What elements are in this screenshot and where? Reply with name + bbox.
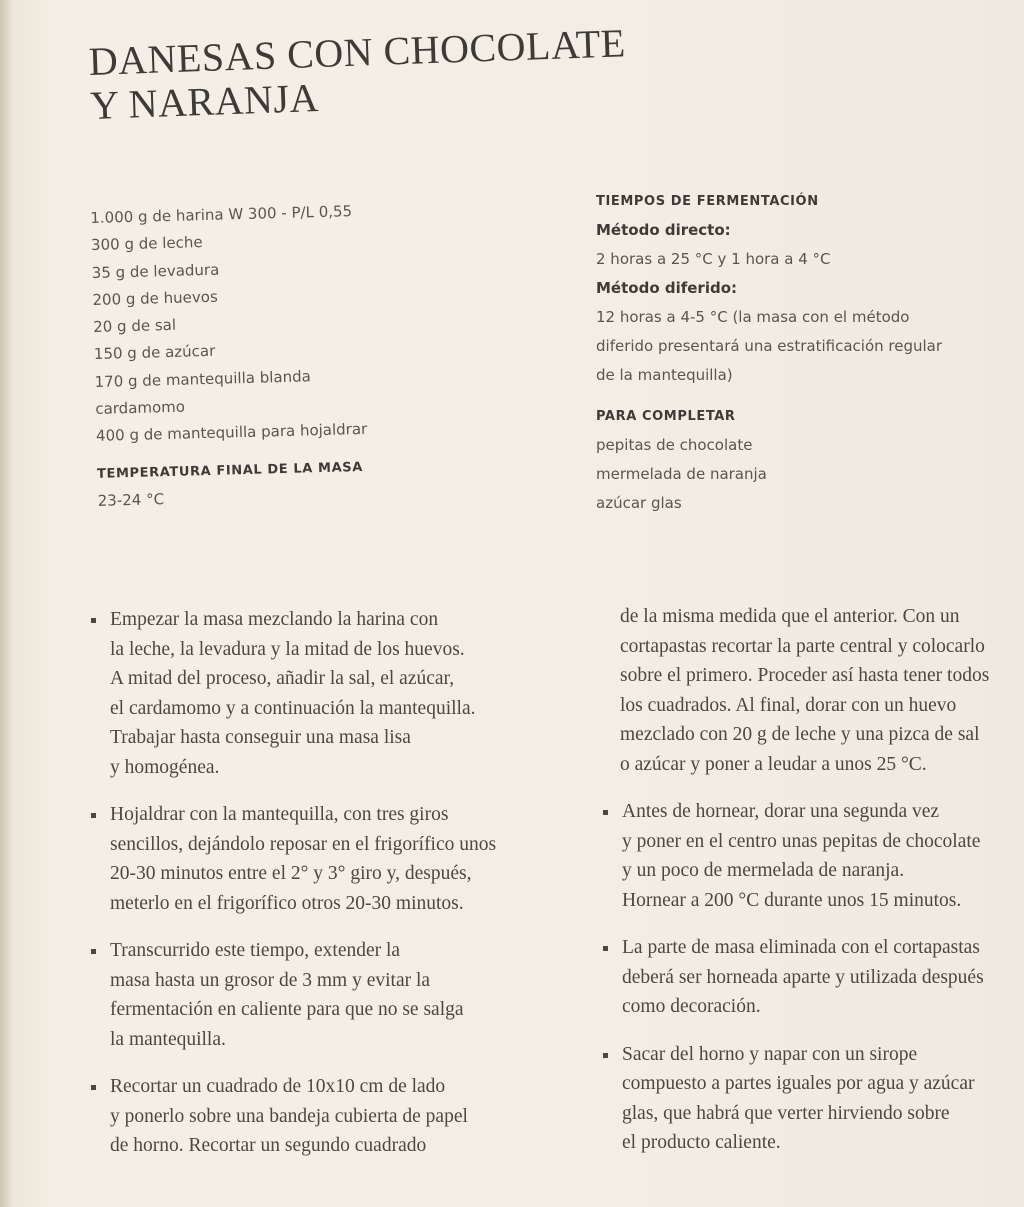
ingredient-item: 150 g de azúcar	[93, 342, 216, 364]
step-line: Empezar la masa mezclando la harina con	[110, 609, 439, 630]
step-item	[88, 936, 588, 1054]
step-item	[600, 933, 1020, 1022]
deferred-method-line: 12 horas a 4-5 °C (la masa con el método	[596, 308, 910, 326]
step-line: A mitad del proceso, añadir la sal, el azúcar,	[110, 668, 455, 689]
recipe-title	[88, 21, 628, 128]
step-item	[600, 1040, 1020, 1158]
step-line: cortapastas recortar la parte central y colocarlo	[620, 635, 985, 657]
step-line: La parte de masa eliminada con el cortapastas	[622, 937, 980, 958]
ingredient-item: 35 g de levadura	[91, 260, 220, 282]
step-line: Hojaldrar con la mantequilla, con tres giros	[110, 804, 449, 825]
step-continuation	[600, 602, 1020, 779]
step-line: compuesto a partes iguales por agua y azúcar	[622, 1073, 975, 1094]
to-complete-item: pepitas de chocolate	[596, 436, 753, 454]
bullet-icon	[603, 810, 608, 815]
step-line: Recortar un cuadrado de 10x10 cm de lado	[110, 1076, 446, 1097]
step-list	[600, 797, 1020, 1158]
ingredient-item: 300 g de leche	[90, 233, 203, 255]
step-line: los cuadrados. Al final, dorar con un huevo	[620, 694, 957, 716]
step-line: Transcurrido este tiempo, extender la	[110, 940, 401, 961]
step-line: de horno. Recortar un segundo cuadrado	[110, 1135, 427, 1156]
bullet-icon	[91, 949, 96, 954]
deferred-method-label: Método diferido:	[596, 279, 737, 297]
direct-method-label: Método directo:	[596, 221, 731, 239]
step-line: meterlo en el frigorífico otros 20-30 minutos.	[110, 892, 464, 914]
to-complete-item: mermelada de naranja	[596, 465, 767, 483]
step-item	[88, 1072, 588, 1161]
to-complete-heading: PARA COMPLETAR	[596, 409, 736, 424]
step-line: o azúcar y poner a leudar a unos 25 °C.	[620, 753, 927, 775]
recipe-title-line-2: Y NARANJA	[89, 74, 320, 128]
final-temp-value: 23-24 °C	[97, 489, 165, 510]
step-line: deberá ser horneada aparte y utilizada después	[622, 966, 984, 988]
step-item	[88, 800, 588, 918]
step-line: sencillos, dejándolo reposar en el frigorífico unos	[110, 833, 497, 855]
ingredient-item: 400 g de mantequilla para hojaldrar	[95, 420, 368, 446]
step-line: sobre el primero. Proceder así hasta tener todos	[620, 665, 990, 686]
step-line: la mantequilla.	[110, 1028, 226, 1050]
recipe-title-line-1: DANESAS CON CHOCOLATE	[87, 20, 627, 84]
step-line: Hornear a 200 °C durante unos 15 minutos.	[622, 889, 962, 911]
bullet-icon	[603, 946, 608, 951]
direct-method-value: 2 horas a 25 °C y 1 hora a 4 °C	[596, 250, 831, 268]
step-line: fermentación en caliente para que no se salga	[110, 999, 464, 1020]
step-line: Sacar del horno y napar con un sirope	[622, 1043, 918, 1065]
step-line: de la misma medida que el anterior. Con un	[620, 606, 960, 627]
fermentation-heading: TIEMPOS DE FERMENTACIÓN	[596, 194, 819, 209]
ingredient-list	[90, 193, 556, 451]
ingredients-block	[90, 193, 558, 515]
to-complete-item: azúcar glas	[596, 494, 682, 512]
step-line: mezclado con 20 g de leche y una pizca de sal	[620, 724, 980, 745]
bullet-icon	[91, 618, 96, 623]
step-line: y un poco de mermelada de naranja.	[622, 860, 905, 881]
final-temp-heading: TEMPERATURA FINAL DE LA MASA	[96, 459, 364, 482]
step-line: 20-30 minutos entre el 2° y 3° giro y, después,	[110, 863, 472, 884]
step-line: el producto caliente.	[622, 1132, 781, 1153]
step-line: el cardamomo y a continuación la mantequilla.	[110, 697, 476, 719]
step-line: como decoración.	[622, 996, 761, 1017]
ingredient-item: 200 g de huevos	[92, 287, 219, 309]
step-item	[600, 797, 1020, 915]
bullet-icon	[91, 813, 96, 818]
bullet-icon	[91, 1085, 96, 1090]
step-item	[88, 605, 588, 782]
step-list	[88, 605, 588, 1161]
step-line: masa hasta un grosor de 3 mm y evitar la	[110, 969, 431, 991]
ingredient-item: cardamomo	[95, 397, 186, 419]
step-line: y homogénea.	[110, 756, 220, 778]
step-line: y ponerlo sobre una bandeja cubierta de papel	[110, 1105, 468, 1127]
steps-left-column	[88, 605, 588, 1179]
ingredient-item: 1.000 g de harina W 300 - P/L 0,55	[90, 202, 353, 227]
step-line: la leche, la levadura y la mitad de los huevos.	[110, 638, 465, 660]
ingredient-item: 170 g de mantequilla blanda	[94, 367, 312, 391]
fermentation-block	[596, 187, 1006, 518]
step-line: glas, que habrá que verter hirviendo sobre	[622, 1102, 950, 1124]
step-line: Antes de hornear, dorar una segunda vez	[622, 801, 940, 822]
deferred-method-line: diferido presentará una estratificación regular	[596, 337, 943, 355]
step-line: Trabajar hasta conseguir una masa lisa	[110, 727, 411, 748]
steps-right-column	[600, 602, 1020, 1176]
deferred-method-line: de la mantequilla)	[596, 366, 733, 384]
bullet-icon	[603, 1053, 608, 1058]
step-line: y poner en el centro unas pepitas de chocolate	[622, 830, 981, 852]
ingredient-item: 20 g de sal	[92, 315, 177, 337]
